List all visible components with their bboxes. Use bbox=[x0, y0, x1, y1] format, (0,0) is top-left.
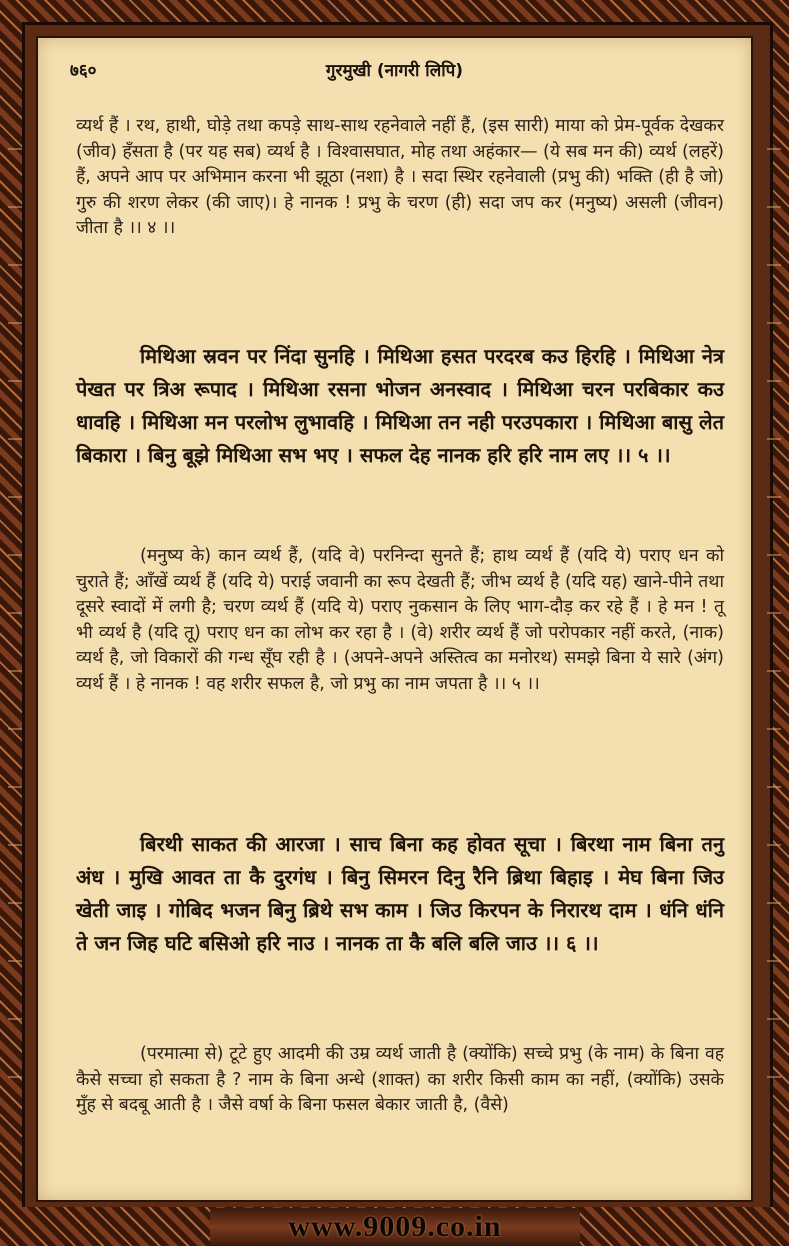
verse-5: मिथिआ स्रवन पर निंदा सुनहि । मिथिआ हसत परदरब कउ हिरहि । मिथिआ नेत्र पेखत पर त्रिअ रूपाद । मिथिआ रसना भोजन अनस्वाद । मिथिआ चरन परबिकार कउ धावहि । मिथिआ मन परलोभ लुभावहि । मिथिआ तन नही परउपकारा । मिथिआ बासु लेत बिकारा । बिनु बूझे मिथिआ सभ भए । सफल देह नानक हरि हरि नाम लए ।। ५ ।। bbox=[76, 344, 724, 467]
page-header bbox=[36, 58, 753, 88]
verse-6: बिरथी साकत की आरजा । साच बिना कह होवत सूचा । बिरथा नाम बिना तनु अंध । मुखि आवत ता कै दुरगंध । बिनु सिमरन दिनु रैनि ब्रिथा बिहाइ । मेघ बिना जिउ खेती जाइ । गोबिद भजन बिनु ब्रिथे सभ काम । जिउ किरपन के निरारथ दाम । धंनि धंनि ते जन जिह घटि बसिओ हरि नाउ । नानक ता कै बलि बलि जाउ ।। ६ ।। bbox=[76, 832, 724, 955]
page-title: गुरमुखी (नागरी लिपि) bbox=[325, 61, 464, 81]
page-number: ७६० bbox=[70, 61, 97, 81]
translation-paragraph-5: (मनुष्य के) कान व्यर्थ हैं, (यदि वे) परनिन्दा सुनते हैं; हाथ व्यर्थ हैं (यदि ये) पराए धन को चुराते हैं; आँखें व्यर्थ हैं (यदि ये) पराई जवानी का रूप देखती हैं; जीभ व्यर्थ है (यदि यह) खाने-पीने तथा दूसरे स्वादों में लगी है; चरण व्यर्थ हैं (यदि ये) पराए नुकसान के लिए भाग-दौड़ कर रहे हैं । हे मन ! तू भी व्यर्थ है (यदि तू) पराए धन का लोभ कर रहा है । (वे) शरीर व्यर्थ हैं जो परोपकार नहीं करते, (नाक) व्यर्थ है, जो विकारों की गन्ध सूँघ रही है । (अपने-अपने अस्तित्व का मनोरथ) समझे बिना ये सारे (अंग) व्यर्थ हैं । हे नानक ! वह शरीर सफल है, जो प्रभु का नाम जपता है ।। ५ ।। bbox=[76, 546, 724, 694]
translation-paragraph-4: व्यर्थ हैं । रथ, हाथी, घोड़े तथा कपड़े साथ-साथ रहनेवाले नहीं हैं, (इस सारी) माया को प्रेम-पूर्वक देखकर (जीव) हँसता है (पर यह सब) व्यर्थ है । विश्वासघात, मोह तथा अहंकार— (ये सब मन की) व्यर्थ (लहरें) हैं, अपने आप पर अभिमान करना भी झूठा (नशा) है । सदा स्थिर रहनेवाली (प्रभु की) भक्ति (ही है जो) गुरु की शरण लेकर (की जाए)। हे नानक ! प्रभु के चरण (ही) सदा जप कर (मनुष्य) असली (जीवन) जीता है ।। ४ ।। bbox=[76, 116, 724, 238]
footer-url-link[interactable]: www.9009.co.in bbox=[288, 1210, 502, 1243]
right-scroll-ornament bbox=[767, 120, 781, 1120]
left-scroll-ornament bbox=[8, 120, 22, 1120]
translation-paragraph-6: (परमात्मा से) टूटे हुए आदमी की उम्र व्यर्थ जाती है (क्योंकि) सच्चे प्रभु (के नाम) के बिना वह कैसे सच्चा हो सकता है ? नाम के बिना अन्धे (शाक्त) का शरीर किसी काम का नहीं, (क्योंकि) उसके मुँह से बदबू आती है । जैसे वर्षा के बिना फसल बेकार जाती है, (वैसे) bbox=[76, 1044, 724, 1115]
scripture-page bbox=[36, 36, 753, 1202]
